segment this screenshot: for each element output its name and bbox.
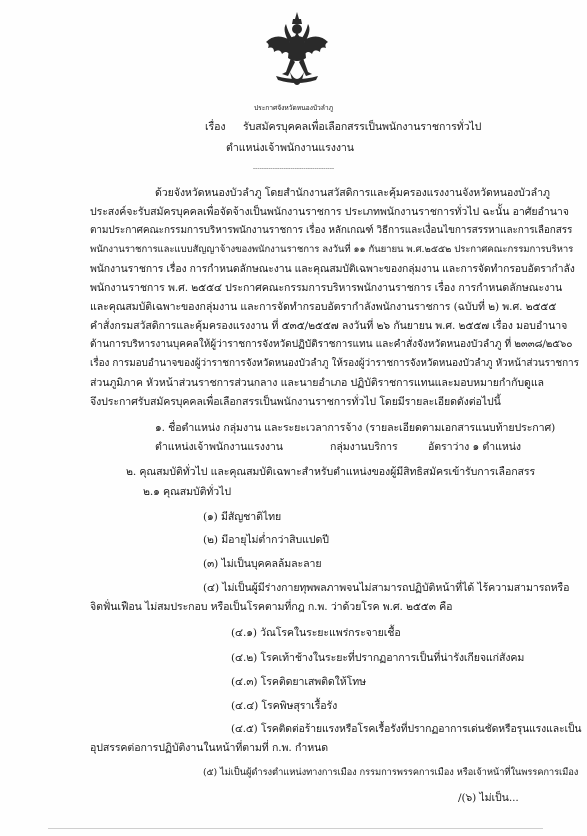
continuation-note: /(๖) ไม่เป็น... xyxy=(458,792,519,804)
paragraph-line: ด้วยจังหวัดหนองบัวลำภู โดยสำนักงานสวัสดิการและคุ้มครองแรงงานจังหวัดหนองบัวลำภู xyxy=(155,187,550,199)
paragraph-line: เรื่อง การมอบอำนาจของผู้ว่าราชการจังหวัดหนองบัวลำภู ให้รองผู้ว่าราชการจังหวัดหนองบัวลำภู หัวหน้าส่วนราชการ xyxy=(90,358,579,369)
paragraph-line: จึงประกาศรับสมัครบุคคลเพื่อเลือกสรรเป็นพนักงานราชการทั่วไป โดยมีรายละเอียดดังต่อไปนี้ xyxy=(90,396,501,408)
disease-item: (๔.๑) วัณโรคในระยะแพร่กระจายเชื้อ xyxy=(231,627,401,639)
position-rate: อัตราว่าง ๑ ตำแหน่ง xyxy=(428,441,521,453)
qualification-item: (๓) ไม่เป็นบุคคลล้มละลาย xyxy=(203,558,322,570)
paragraph-line: ประสงค์จะรับสมัครบุคคลเพื่อจัดจ้างเป็นพนักงานราชการ ประเภทพนักงานราชการทั่วไป ฉะนั้น อาศัยอำนาจ xyxy=(90,206,569,218)
disease-item: (๔.๒) โรคเท้าช้างในระยะที่ปรากฏอาการเป็นที่น่ารังเกียจแก่สังคม xyxy=(231,652,525,664)
section-2-heading: ๒. คุณสมบัติทั่วไป และคุณสมบัติเฉพาะสำหรับตำแหน่งของผู้มีสิทธิสมัครเข้ารับการเลือกสรร xyxy=(126,466,536,478)
paragraph-line: พนักงานราชการ พ.ศ. ๒๕๕๔ ประกาศคณะกรรมการบริหารพนักงานราชการ เรื่อง การกำหนดลักษณะงาน xyxy=(90,282,563,294)
subject-label: เรื่อง xyxy=(205,121,226,133)
disease-item: (๔.๔) โรคพิษสุราเรื้อรัง xyxy=(231,700,338,712)
qualification-item-cont: จิตฟั่นเฟือน ไม่สมประกอบ หรือเป็นโรคตามที่กฎ ก.พ. ว่าด้วยโรค พ.ศ. ๒๕๕๓ คือ xyxy=(90,601,453,613)
disease-item: (๔.๓) โรคติดยาเสพติดให้โทษ xyxy=(231,676,366,688)
qualification-item: (๑) มีสัญชาติไทย xyxy=(203,511,282,523)
page-bottom-edge xyxy=(48,828,543,829)
qualification-item: (๔) ไม่เป็นผู้มีร่างกายทุพพลภาพจนไม่สามารถปฏิบัติหน้าที่ได้ ไร้ความสามารถหรือ xyxy=(203,582,570,594)
position-group: กลุ่มงานบริการ xyxy=(330,441,398,453)
position-name: ตำแหน่งเจ้าพนักงานแรงงาน xyxy=(155,441,283,453)
paragraph-line: ด้านการบริหารงานบุคคลให้ผู้ว่าราชการจังหวัดปฏิบัติราชการแทน และคำสั่งจังหวัดหนองบัวลำภู ที่ ๒๓๓๘/๒๕๖๐ xyxy=(90,339,573,350)
garuda-emblem-icon xyxy=(262,10,332,92)
header-divider: ------------------------------------- xyxy=(252,164,335,172)
paragraph-line: ส่วนภูมิภาค หัวหน้าส่วนราชการส่วนกลาง และนายอำเภอ ปฏิบัติราชการแทนและมอบหมายกำกับดูแล xyxy=(90,377,544,389)
disease-item: (๔.๕) โรคติดต่อร้ายแรงหรือโรคเรื้อรังที่ปรากฏอาการเด่นชัดหรือรุนแรงและเป็น xyxy=(231,723,582,735)
subject-text: รับสมัครบุคคลเพื่อเลือกสรรเป็นพนักงานราชการทั่วไป xyxy=(243,121,482,133)
qualification-item: (๕) ไม่เป็นผู้ดำรงตำแหน่งทางการเมือง กรรมการพรรคการเมือง หรือเจ้าหน้าที่ในพรรคการเมือง xyxy=(203,767,579,778)
section-2-1-heading: ๒.๑ คุณสมบัติทั่วไป xyxy=(143,486,231,498)
paragraph-line: ตามประกาศคณะกรรมการบริหารพนักงานราชการ เรื่อง หลักเกณฑ์ วิธีการและเงื่อนไขการสรรหาและการเลือกสรร xyxy=(90,225,573,236)
paragraph-line: พนักงานราชการ เรื่อง การกำหนดลักษณะงาน และคุณสมบัติเฉพาะของกลุ่มงาน และการจัดทำกรอบอัตรากำลัง xyxy=(90,263,575,275)
paragraph-line: พนักงานราชการและแบบสัญญาจ้างของพนักงานราชการ ลงวันที่ ๑๑ กันยายน พ.ศ.๒๕๕๒ ประกาศคณะกรรมการบริหาร xyxy=(90,244,574,255)
paragraph-line: และคุณสมบัติเฉพาะของกลุ่มงาน และการจัดทำกรอบอัตรากำลังพนักงานราชการ (ฉบับที่ ๒) พ.ศ. ๒๕๕๕ xyxy=(90,301,557,313)
announcement-title: ประกาศจังหวัดหนองบัวลำภู xyxy=(253,104,334,112)
section-1-heading: ๑. ชื่อตำแหน่ง กลุ่มงาน และระยะเวลาการจ้าง (รายละเอียดตามเอกสารแนบท้ายประกาศ) xyxy=(155,422,556,434)
qualification-item: (๒) มีอายุไม่ต่ำกว่าสิบแปดปี xyxy=(203,534,329,546)
position-heading: ตำแหน่งเจ้าพนักงานแรงงาน xyxy=(226,142,354,154)
disease-item-cont: อุปสรรคต่อการปฏิบัติงานในหน้าที่ตามที่ ก.พ. กำหนด xyxy=(90,742,329,754)
paragraph-line: คำสั่งกรมสวัสดิการและคุ้มครองแรงงาน ที่ ๕๓๕/๒๕๕๗ ลงวันที่ ๒๖ กันยายน พ.ศ. ๒๕๕๗ เรื่อง มอบอำนาจ xyxy=(90,320,568,332)
